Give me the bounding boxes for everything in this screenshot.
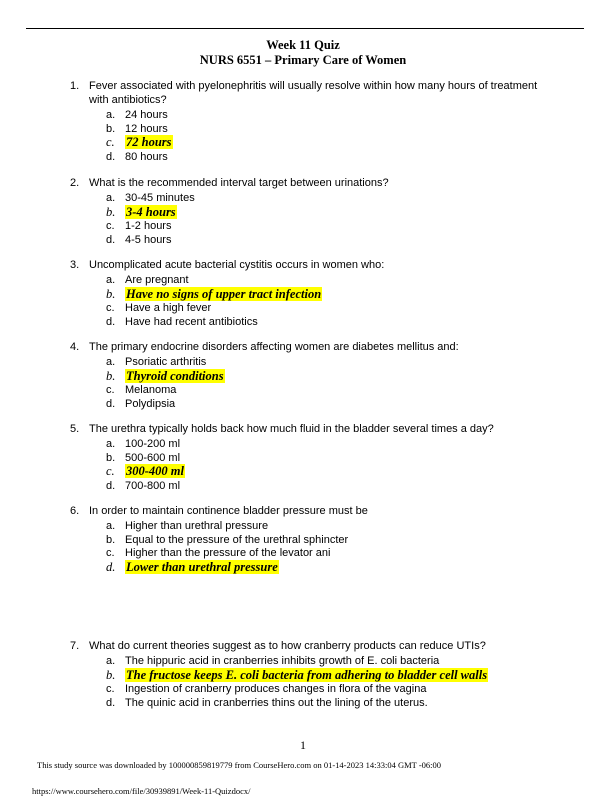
option-letter: d. xyxy=(106,233,116,246)
option-letter: b. xyxy=(106,533,116,546)
option-text: Melanoma xyxy=(125,384,177,396)
highlighted-answer-text: 3-4 hours xyxy=(126,204,176,219)
question-number: 6. xyxy=(70,505,80,517)
option-text: Higher than the pressure of the levator ani xyxy=(125,547,331,560)
option-letter: a. xyxy=(106,438,116,450)
question-text: The primary endocrine disorders affecting women are diabetes mellitus and: xyxy=(89,341,459,353)
question-text: What is the recommended interval target between urinations? xyxy=(89,177,389,189)
option-letter: b. xyxy=(106,368,116,383)
option-text: Psoriatic arthritis xyxy=(125,356,207,368)
highlighted-answer-text: 72 hours xyxy=(126,135,172,150)
highlighted-answer-text: Lower than urethral pressure xyxy=(126,560,278,575)
option-text: 4-5 hours xyxy=(125,233,172,246)
question-text: Uncomplicated acute bacterial cystitis occurs in women who: xyxy=(89,259,385,271)
option-text: Ingestion of cranberry produces changes in flora of the vagina xyxy=(125,683,427,695)
option-letter: a. xyxy=(106,356,116,368)
option-text: Are pregnant xyxy=(125,274,189,286)
option-text: Have a high fever xyxy=(125,302,212,314)
option-letter: d. xyxy=(106,479,116,492)
option-text: 30-45 minutes xyxy=(125,192,195,204)
document-title: Week 11 Quiz xyxy=(266,38,340,52)
option-letter: c. xyxy=(106,302,115,314)
option-letter: a. xyxy=(106,109,116,121)
option-letter: d. xyxy=(106,150,116,163)
question-text: The urethra typically holds back how much fluid in the bladder several times a day? xyxy=(89,423,494,435)
highlighted-answer-text: Thyroid conditions xyxy=(126,368,224,383)
question-number: 4. xyxy=(70,341,80,353)
option-letter: a. xyxy=(106,274,116,286)
source-url[interactable]: https://www.coursehero.com/file/30939891/Week-11-Quizdocx/ xyxy=(32,786,251,796)
option-text: Higher than urethral pressure xyxy=(125,520,269,532)
highlighted-answer-text: 300-400 ml xyxy=(126,464,184,479)
option-letter: d. xyxy=(106,397,116,410)
option-letter: d. xyxy=(106,696,116,709)
option-text: 700-800 ml xyxy=(125,479,181,492)
option-text: The hippuric acid in cranberries inhibits growth of E. coli bacteria xyxy=(125,655,440,667)
option-letter: d. xyxy=(106,560,116,575)
question-number: 1. xyxy=(70,80,80,92)
download-note: This study source was downloaded by 100000859819779 from CourseHero.com on 01-14-2023 14:33:04 GMT -06:00 xyxy=(37,760,442,770)
option-letter: a. xyxy=(106,520,116,532)
document-subtitle: NURS 6551 – Primary Care of Women xyxy=(199,53,407,67)
question-number: 3. xyxy=(70,259,80,271)
option-text: Polydipsia xyxy=(125,397,176,410)
option-letter: b. xyxy=(106,451,116,464)
question-number: 7. xyxy=(70,640,80,652)
option-text: 500-600 ml xyxy=(125,451,181,464)
option-letter: c. xyxy=(106,384,115,396)
highlighted-answer-text: The fructose keeps E. coli bacteria from adhering to bladder cell walls xyxy=(126,667,488,682)
question-text: What do current theories suggest as to how cranberry products can reduce UTIs? xyxy=(89,640,486,652)
option-letter: b. xyxy=(106,667,116,682)
option-letter: c. xyxy=(106,683,115,695)
question-number: 5. xyxy=(70,423,80,435)
question-number: 2. xyxy=(70,177,80,189)
option-text: 1-2 hours xyxy=(125,220,172,232)
option-letter: d. xyxy=(106,315,116,328)
option-text: 12 hours xyxy=(125,122,168,135)
question-text: In order to maintain continence bladder pressure must be xyxy=(89,505,368,517)
option-letter: a. xyxy=(106,655,116,667)
option-letter: c. xyxy=(106,464,115,479)
option-letter: c. xyxy=(106,135,115,150)
option-letter: b. xyxy=(106,122,116,135)
highlighted-answer-text: Have no signs of upper tract infection xyxy=(126,286,322,301)
top-rule xyxy=(26,28,584,29)
question-text: Fever associated with pyelonephritis will usually resolve within how many hours of treatment with antibiotics? xyxy=(89,80,538,106)
option-letter: b. xyxy=(106,286,116,301)
option-text: The quinic acid in cranberries thins out the lining of the uterus. xyxy=(125,696,428,709)
option-letter: c. xyxy=(106,220,115,232)
option-letter: c. xyxy=(106,547,115,560)
page-number: 1 xyxy=(300,738,306,752)
option-text: Equal to the pressure of the urethral sphincter xyxy=(125,533,349,546)
option-text: 100-200 ml xyxy=(125,438,181,450)
option-text: 24 hours xyxy=(125,109,168,121)
option-letter: a. xyxy=(106,192,116,204)
option-text: 80 hours xyxy=(125,150,168,163)
option-text: Have had recent antibiotics xyxy=(125,315,258,328)
option-letter: b. xyxy=(106,204,116,219)
